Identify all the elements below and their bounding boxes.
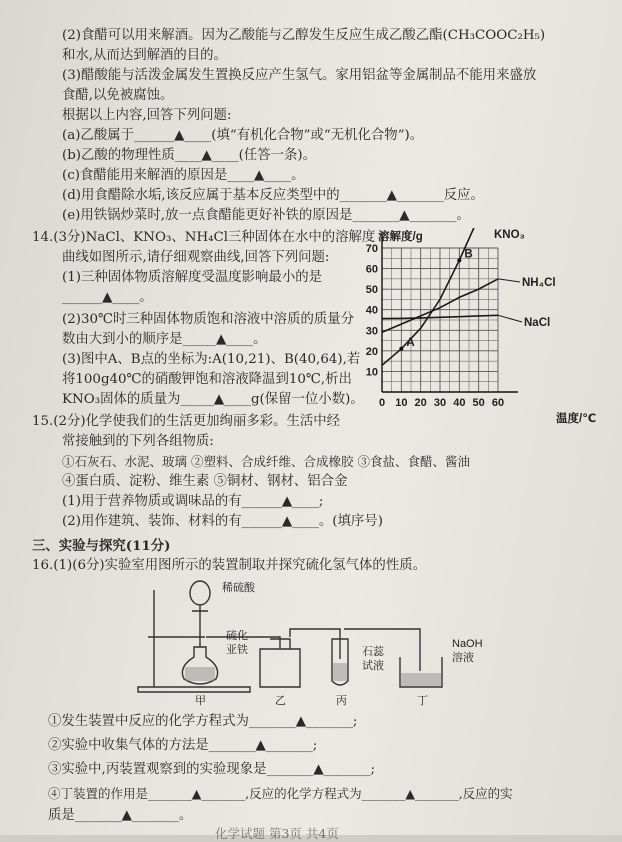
sub-question-4: ④丁装置的作用是_______▲_______,反应的化学方程式为_______▲_______,反应的实 (48, 786, 513, 801)
apparatus-diagram (130, 575, 510, 705)
data-point (399, 347, 403, 351)
sub-question-3: ③实验中,丙装置观察到的实验现象是_______▲_______; (48, 762, 376, 777)
options-line: ①石灰石、水泥、玻璃 ②塑料、合成纤维、合成橡胶 ③食盐、食醋、酱油 (62, 454, 470, 469)
question-a: (a)乙酸属于______▲____(填“有机化合物”或“无机化合物”)。 (62, 128, 424, 143)
text-line: 根据以上内容,回答下列问题: (62, 108, 232, 123)
station-4: 丁 (417, 695, 428, 707)
station-3: 丙 (336, 695, 347, 707)
text-line: KNO₃固体的质量为_____▲____g(保留一位小数)。 (62, 392, 364, 407)
text-line: 食醋,以免被腐蚀。 (62, 88, 174, 103)
y-axis-label: 溶解度/g (378, 231, 423, 243)
text-line: (2)30℃时三种固体物质饱和溶液中溶质的质量分 (62, 312, 355, 327)
label-naoh-2: 溶液 (452, 652, 474, 664)
text-line: (3)图中A、B点的坐标为:A(10,21)、B(40,64),若 (62, 352, 361, 367)
question-c: (c)食醋能用来解酒的原因是____▲____。 (62, 168, 305, 183)
label-leader (498, 315, 522, 322)
y-tick-label: 20 (365, 345, 378, 358)
solubility-chart (360, 224, 597, 429)
text-line: (3)醋酸能与活泼金属发生置换反应产生氢气。家用铝盆等金属制品不能用来盛放 (62, 68, 537, 83)
x-tick-label: 30 (433, 397, 447, 409)
text-line: 将100g40℃的硝酸钾饱和溶液降温到10℃,析出 (62, 372, 352, 387)
label-acid: 稀硫酸 (222, 582, 255, 594)
point-label: B (464, 248, 473, 261)
y-tick-label: 10 (365, 366, 378, 379)
question-b: (b)乙酸的物理性质____▲____(任答一条)。 (62, 148, 317, 163)
y-tick-label: 50 (365, 284, 378, 297)
label-fes-1: 硫化 (226, 630, 248, 642)
sub-question-4-cont: 质是_______▲_______。 (48, 808, 193, 823)
x-tick-label: 40 (453, 397, 466, 409)
y-tick-label: 40 (365, 304, 378, 317)
label-litmus-1: 石蕊 (362, 646, 384, 658)
sub-question-1: ①发生装置中反应的化学方程式为_______▲_______; (48, 714, 358, 729)
page-footer: 化学试题 第3页 共4页 (215, 826, 339, 841)
chart-grid (382, 248, 498, 392)
label-litmus-2: 试液 (362, 660, 384, 672)
chart-ticks (366, 243, 504, 409)
series-label: NaCl (524, 317, 551, 329)
y-tick-label: 30 (365, 325, 378, 338)
x-tick-label: 0 (378, 397, 386, 409)
series-label: NH₄Cl (522, 277, 556, 289)
data-point (457, 258, 461, 262)
point-label: A (406, 336, 415, 349)
label-fes-2: 亚铁 (226, 644, 248, 656)
y-tick-label: 70 (365, 243, 378, 255)
question-15: 15.(2分)化学使我们的生活更加绚丽多彩。生活中经 (32, 414, 341, 429)
question-14: 14.(3分)NaCl、KNO₃、NH₄Cl三种固体在水中的溶解度 (32, 230, 376, 245)
x-tick-label: 50 (472, 397, 485, 409)
text-line: 和水,从而达到解酒的目的。 (62, 48, 227, 63)
text-line: 数由大到小的顺序是_____▲____。 (62, 332, 267, 347)
x-tick-label: 10 (395, 397, 408, 409)
station-1: 甲 (195, 695, 206, 707)
text-line: (2)食醋可以用来解酒。因为乙酸能与乙醇发生反应生成乙酸乙酯(CH₃COOC₂H₅) (62, 28, 546, 43)
text-line: ______▲____。 (62, 290, 153, 305)
label-leader (498, 279, 520, 282)
series-label: KNO₃ (494, 229, 525, 241)
x-tick-label: 60 (491, 397, 505, 409)
x-tick-label: 20 (414, 397, 427, 409)
y-tick-label: 60 (365, 263, 378, 276)
x-axis-label: 温度/℃ (556, 413, 597, 425)
question-d: (d)用食醋除水垢,该反应属于基本反应类型中的_______▲_______反应。 (62, 188, 484, 203)
text-line: 常接触到的下列各组物质: (62, 434, 214, 449)
section-heading: 三、实验与探究(11分) (32, 538, 171, 554)
options-line: ④蛋白质、淀粉、维生素 ⑤铜材、钢材、铝合金 (62, 474, 348, 489)
question-16: 16.(1)(6分)实验室用图所示的装置制取并探究硫化氢气体的性质。 (32, 558, 426, 573)
text-line: 曲线如图所示,请仔细观察曲线,回答下列问题: (62, 250, 330, 265)
station-2: 乙 (275, 695, 286, 707)
label-naoh-1: NaOH (452, 638, 483, 650)
question-e: (e)用铁锅炒菜时,放一点食醋能更好补铁的原因是_______▲_______。 (62, 208, 470, 223)
text-line: (1)三种固体物质溶解度受温度影响最小的是 (62, 270, 322, 285)
sub-question-2: ②实验中收集气体的方法是_______▲_______; (48, 738, 318, 753)
text-line: (1)用于营养物质或调味品的有______▲____; (62, 494, 324, 509)
text-line: (2)用作建筑、装饰、材料的有______▲____。(填序号) (62, 514, 383, 529)
